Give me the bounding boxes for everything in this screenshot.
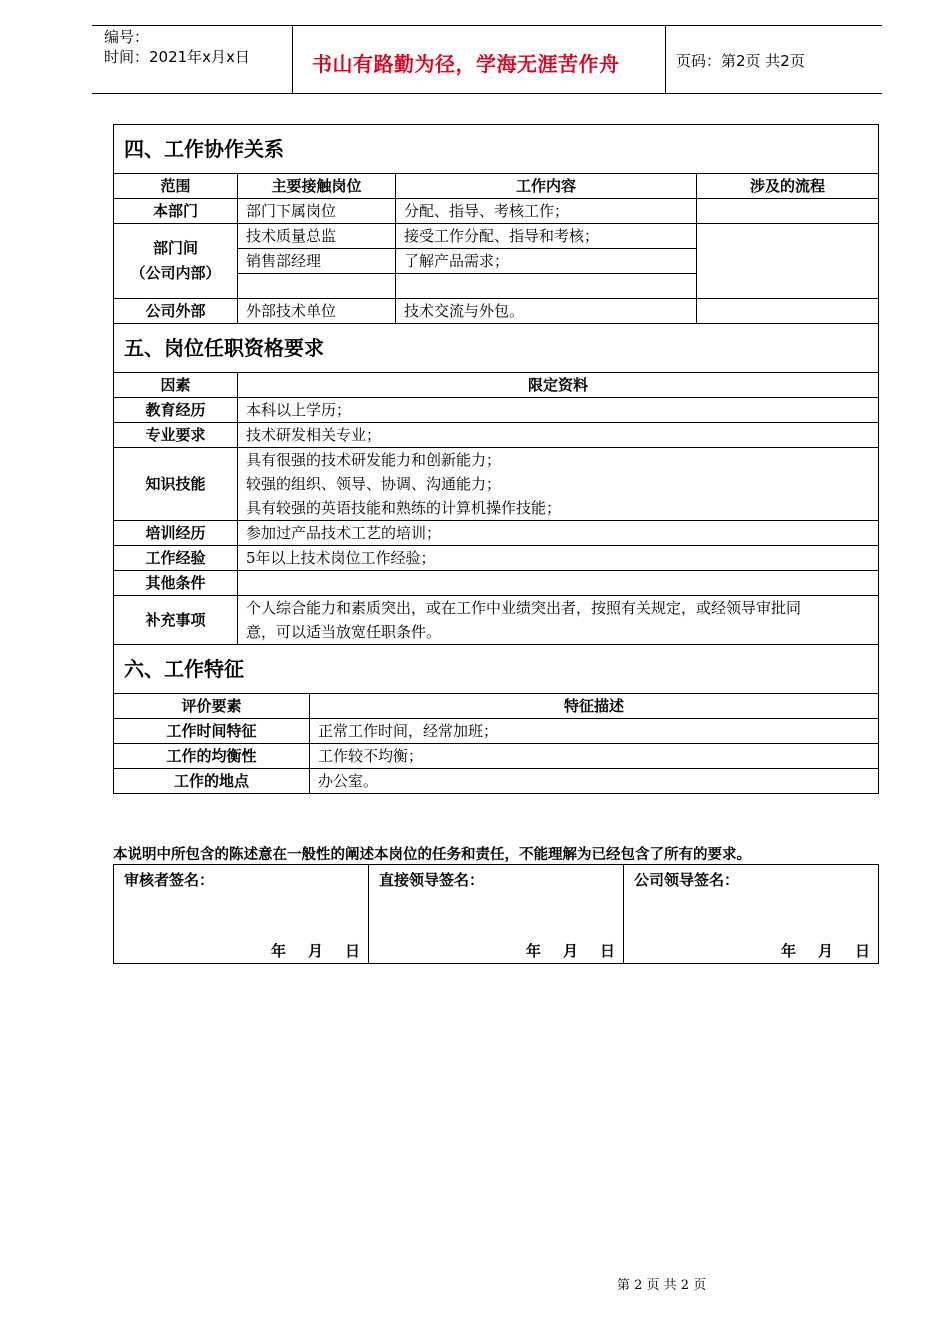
requirement-line: 具有很强的技术研发能力和创新能力； [246, 451, 502, 469]
requirement-cell: 技术研发相关专业； [238, 423, 879, 448]
requirement-line: 个人综合能力和素质突出，或在工作中业绩突出者，按照有关规定，或经领导审批同 [246, 599, 802, 617]
document-number-label: 编号： [104, 28, 150, 46]
column-header-feature-description: 特征描述 [310, 694, 879, 719]
signature-date: 年 月 日 [780, 942, 870, 960]
requirement-cell: 参加过产品技术工艺的培训； [238, 521, 879, 546]
evaluation-factor-cell: 工作的均衡性 [114, 744, 310, 769]
scope-cell: 本部门 [114, 199, 238, 224]
header-bottom-rule [92, 93, 882, 94]
requirement-line: 具有较强的英语技能和熟练的计算机操作技能； [246, 499, 562, 517]
factor-cell: 其他条件 [114, 571, 238, 596]
column-header-evaluation-factor: 评价要素 [114, 694, 310, 719]
evaluation-factor-cell: 工作时间特征 [114, 719, 310, 744]
column-header-contact-position: 主要接触岗位 [238, 174, 396, 199]
page-number-label: 页码：第2页 共2页 [676, 52, 805, 70]
factor-cell: 知识技能 [114, 448, 238, 521]
section-title-work-characteristics: 六、工作特征 [114, 645, 879, 694]
scope-cell: 公司外部 [114, 299, 238, 324]
header-divider-right [665, 25, 666, 93]
scope-cell-interdepartment [114, 224, 238, 299]
requirement-cell: 本科以上学历； [238, 398, 879, 423]
reviewer-signature-cell[interactable] [114, 865, 369, 964]
work-content-cell [396, 274, 697, 299]
requirement-cell [238, 448, 879, 521]
document-date-label: 时间：2021年x月x日 [104, 48, 250, 66]
contact-position-cell: 外部技术单位 [238, 299, 396, 324]
process-cell [697, 199, 879, 224]
work-content-cell: 技术交流与外包。 [396, 299, 697, 324]
direct-leader-signature-cell[interactable] [369, 865, 624, 964]
work-content-cell: 了解产品需求； [396, 249, 697, 274]
requirement-cell [238, 596, 879, 645]
signature-date: 年 月 日 [525, 942, 615, 960]
section-title-cooperation: 四、工作协作关系 [114, 125, 879, 174]
scope-line: 部门间 [152, 239, 198, 257]
requirement-cell: 5年以上技术岗位工作经验； [238, 546, 879, 571]
header-top-rule [92, 25, 882, 26]
contact-position-cell: 销售部经理 [238, 249, 396, 274]
job-description-table [113, 124, 879, 794]
process-cell [697, 299, 879, 324]
column-header-work-content: 工作内容 [396, 174, 697, 199]
company-leader-signature-cell[interactable] [624, 865, 879, 964]
signature-table [113, 864, 879, 964]
signature-date: 年 月 日 [270, 942, 360, 960]
header-motto: 书山有路勤为径，学海无涯苦作舟 [312, 52, 620, 76]
contact-position-cell [238, 274, 396, 299]
column-header-scope: 范围 [114, 174, 238, 199]
requirement-cell [238, 571, 879, 596]
feature-description-cell: 正常工作时间，经常加班； [310, 719, 879, 744]
work-content-cell: 接受工作分配、指导和考核； [396, 224, 697, 249]
scope-line: （公司内部） [130, 264, 221, 282]
signature-label: 直接领导签名： [379, 871, 485, 889]
factor-cell: 教育经历 [114, 398, 238, 423]
header-divider-left [292, 25, 293, 93]
feature-description-cell: 办公室。 [310, 769, 879, 794]
column-header-process: 涉及的流程 [697, 174, 879, 199]
factor-cell: 专业要求 [114, 423, 238, 448]
feature-description-cell: 工作较不均衡； [310, 744, 879, 769]
disclaimer-statement: 本说明中所包含的陈述意在一般性的阐述本岗位的任务和责任，不能理解为已经包含了所有的要求。 [113, 847, 751, 863]
requirement-line: 意，可以适当放宽任职条件。 [246, 623, 442, 641]
column-header-factor: 因素 [114, 373, 238, 398]
signature-label: 公司领导签名： [634, 871, 740, 889]
section-title-qualifications: 五、岗位任职资格要求 [114, 324, 879, 373]
contact-position-cell: 技术质量总监 [238, 224, 396, 249]
factor-cell: 工作经验 [114, 546, 238, 571]
factor-cell: 补充事项 [114, 596, 238, 645]
work-content-cell: 分配、指导、考核工作； [396, 199, 697, 224]
column-header-requirement: 限定资料 [238, 373, 879, 398]
page-footer: 第 2 页 共 2 页 [617, 1278, 707, 1293]
evaluation-factor-cell: 工作的地点 [114, 769, 310, 794]
requirement-line: 较强的组织、领导、协调、沟通能力； [246, 475, 502, 493]
process-cell [697, 224, 879, 299]
signature-label: 审核者签名： [124, 871, 215, 889]
contact-position-cell: 部门下属岗位 [238, 199, 396, 224]
factor-cell: 培训经历 [114, 521, 238, 546]
